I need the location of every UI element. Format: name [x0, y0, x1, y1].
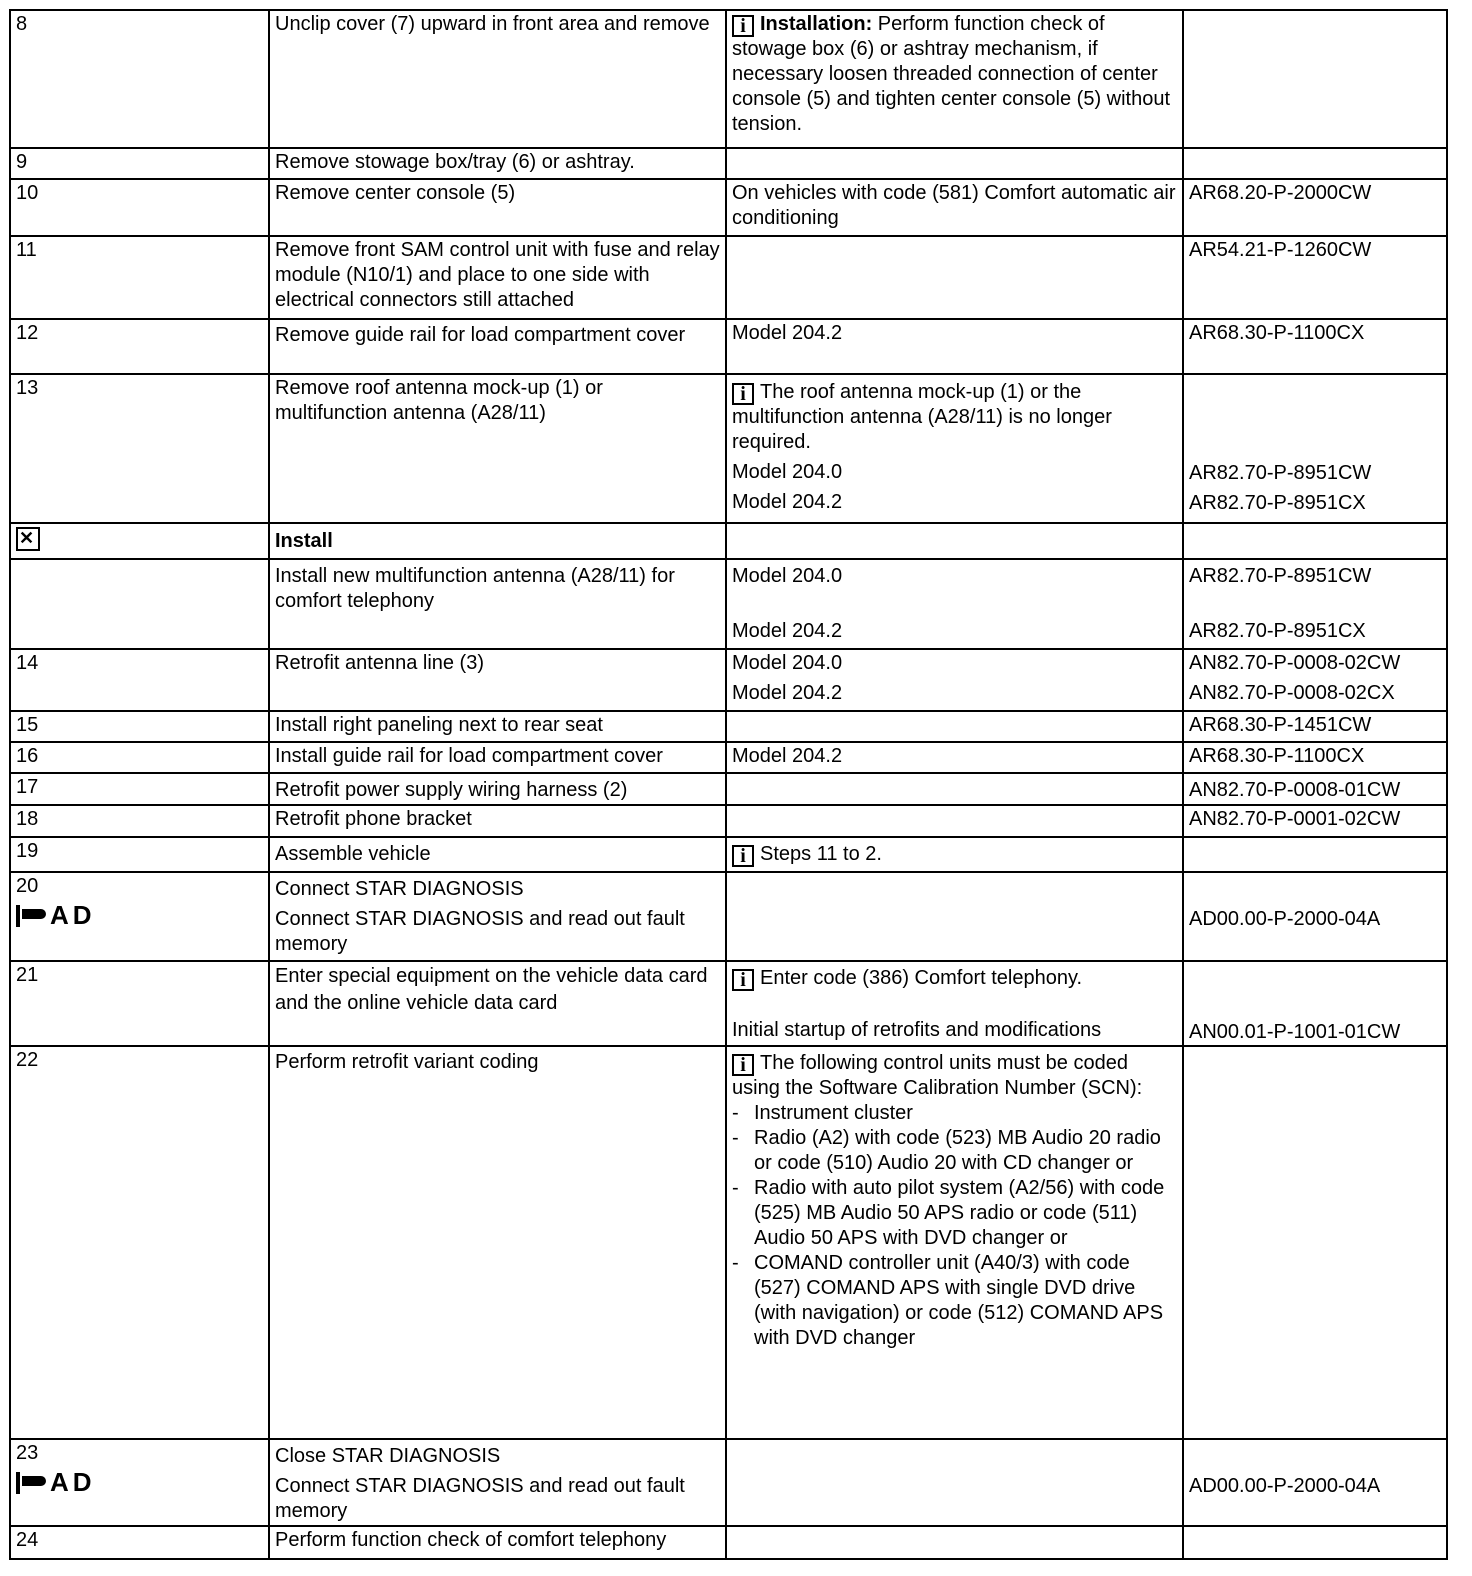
- step-text: Install guide rail for load compartment cover: [269, 742, 726, 773]
- note-text: Enter code (386) Comfort telephony.: [760, 967, 1083, 989]
- note: [726, 1526, 1183, 1559]
- install-icon: [16, 527, 40, 551]
- note: [726, 523, 1183, 559]
- info-icon: i: [732, 15, 754, 37]
- reference: [1183, 10, 1447, 148]
- table-row: [10, 1526, 1447, 1559]
- step-number-text: 23: [16, 1442, 39, 1464]
- table-row: [10, 961, 1447, 1046]
- reference: [1183, 837, 1447, 872]
- note: [726, 236, 1183, 319]
- step-number: [10, 1439, 269, 1526]
- step-text: Install new multifunction antenna (A28/11) for comfort telephony: [269, 559, 726, 649]
- list-item: - COMAND controller unit (A40/3) with code (527) COMAND APS with single DVD drive (with navigation) or code (512) COMAND APS with DVD changer: [732, 1251, 1177, 1351]
- step-number: 21: [10, 961, 269, 1046]
- step-text: Enter special equipment on the vehicle data card and the online vehicle data card: [269, 961, 726, 1046]
- step-number: 13: [10, 374, 269, 523]
- list-item: - Radio (A2) with code (523) MB Audio 20 radio or code (510) Audio 20 with CD changer or: [732, 1126, 1177, 1176]
- note: [726, 559, 1183, 649]
- info-icon: i: [732, 845, 754, 867]
- note-model: Model 204.2: [732, 682, 843, 704]
- note: [726, 773, 1183, 805]
- step-text: [269, 872, 726, 961]
- note-text: Initial startup of retrofits and modifications: [732, 1019, 1102, 1041]
- table-row: [10, 559, 1447, 649]
- reference-link[interactable]: AR82.70-P-8951CW: [1189, 462, 1372, 484]
- reference-link[interactable]: AR54.21-P-1260CW: [1183, 236, 1447, 319]
- note-label: Installation:: [760, 13, 873, 35]
- step-text: Unclip cover (7) upward in front area and remove: [269, 10, 726, 148]
- step-number-text: 20: [16, 875, 39, 897]
- star-diagnosis-badge: [16, 900, 263, 930]
- reference: [1183, 559, 1447, 649]
- step-number: 8: [10, 10, 269, 148]
- reference-link[interactable]: AN82.70-P-0008-02CW: [1189, 652, 1401, 674]
- step-text: Remove front SAM control unit with fuse and relay module (N10/1) and place to one side with electrical connectors still attached: [269, 236, 726, 319]
- step-title: Connect STAR DIAGNOSIS: [275, 878, 524, 900]
- note: [726, 872, 1183, 961]
- table-row: [10, 742, 1447, 773]
- reference-link[interactable]: AR82.70-P-8951CX: [1189, 620, 1366, 642]
- note-model: Model 204.0: [732, 461, 843, 483]
- procedure-table: [9, 9, 1448, 1560]
- step-number: 14: [10, 649, 269, 711]
- reference-link[interactable]: AR82.70-P-8951CW: [1189, 565, 1372, 587]
- step-text: [269, 1439, 726, 1526]
- ad-label: AD: [50, 900, 96, 930]
- reference-link[interactable]: AR68.30-P-1100CX: [1183, 319, 1447, 374]
- table-row: [10, 1046, 1447, 1439]
- note: Model 204.2: [726, 742, 1183, 773]
- step-number: 16: [10, 742, 269, 773]
- note: [726, 1046, 1183, 1439]
- step-text: Perform retrofit variant coding: [269, 1046, 726, 1439]
- step-number: [10, 559, 269, 649]
- table-row: [10, 148, 1447, 179]
- step-number: 24: [10, 1526, 269, 1559]
- note-text: Steps 11 to 2.: [760, 843, 882, 865]
- table-row: [10, 649, 1447, 711]
- step-number: 17: [10, 773, 269, 805]
- table-row: [10, 179, 1447, 236]
- step-text: Retrofit power supply wiring harness (2): [269, 773, 726, 805]
- ad-label: AD: [50, 1467, 96, 1497]
- note: Model 204.2: [726, 319, 1183, 374]
- reference: [1183, 148, 1447, 179]
- step-text: Remove guide rail for load compartment cover: [269, 319, 726, 374]
- note: [726, 805, 1183, 837]
- reference-link[interactable]: AN82.70-P-0008-02CX: [1189, 682, 1395, 704]
- note: [726, 961, 1183, 1046]
- reference: [1183, 1526, 1447, 1559]
- reference-link[interactable]: AR68.30-P-1100CX: [1183, 742, 1447, 773]
- table-row: [10, 319, 1447, 374]
- note: [726, 374, 1183, 523]
- reference: [1183, 523, 1447, 559]
- table-row: [10, 374, 1447, 523]
- step-detail: Connect STAR DIAGNOSIS and read out fault memory: [275, 908, 685, 955]
- info-icon: i: [732, 969, 754, 991]
- pointing-hand-icon: [16, 1472, 46, 1494]
- note: [726, 649, 1183, 711]
- note-model: Model 204.0: [732, 565, 843, 587]
- note-text: Perform function check of stowage box (6) or ashtray mechanism, if necessary loosen threaded connection of center console (5) and tighten center console (5) without tension.: [732, 13, 1171, 135]
- info-icon: i: [732, 383, 754, 405]
- step-text: Retrofit phone bracket: [269, 805, 726, 837]
- table-row: [10, 1439, 1447, 1526]
- table-row-section-install: [10, 523, 1447, 559]
- star-diagnosis-badge: [16, 1467, 263, 1497]
- table-row: [10, 10, 1447, 148]
- step-number: [10, 872, 269, 961]
- reference-link[interactable]: AN82.70-P-0008-01CW: [1183, 773, 1447, 805]
- step-title: Close STAR DIAGNOSIS: [275, 1445, 501, 1467]
- table-row: [10, 236, 1447, 319]
- reference: [1183, 374, 1447, 523]
- table-row: [10, 711, 1447, 742]
- pointing-hand-icon: [16, 905, 46, 927]
- step-text: Install right paneling next to rear seat: [269, 711, 726, 742]
- step-number: [10, 523, 269, 559]
- table-row: [10, 872, 1447, 961]
- reference-link[interactable]: AD00.00-P-2000-04A: [1183, 1439, 1447, 1526]
- reference-link[interactable]: AR68.20-P-2000CW: [1183, 179, 1447, 236]
- step-number: 9: [10, 148, 269, 179]
- step-detail: Connect STAR DIAGNOSIS and read out fault memory: [275, 1475, 685, 1522]
- step-number: 22: [10, 1046, 269, 1439]
- table-row: [10, 805, 1447, 837]
- note: [726, 148, 1183, 179]
- step-number: 18: [10, 805, 269, 837]
- list-item: - Instrument cluster: [732, 1101, 1177, 1126]
- control-unit-list: [732, 1101, 1177, 1351]
- reference-link[interactable]: AN82.70-P-0001-02CW: [1183, 805, 1447, 837]
- reference-link[interactable]: AR68.30-P-1451CW: [1183, 711, 1447, 742]
- step-number: 11: [10, 236, 269, 319]
- table-row: [10, 773, 1447, 805]
- step-text: Retrofit antenna line (3): [269, 649, 726, 711]
- note: [726, 711, 1183, 742]
- reference: [1183, 649, 1447, 711]
- note-text: The following control units must be coded using the Software Calibration Number (SCN):: [732, 1052, 1143, 1099]
- reference-link[interactable]: AN00.01-P-1001-01CW: [1183, 961, 1447, 1046]
- step-number: 10: [10, 179, 269, 236]
- note-model: Model 204.2: [732, 491, 843, 513]
- reference: [1183, 1046, 1447, 1439]
- note: [726, 10, 1183, 148]
- table-row: [10, 837, 1447, 872]
- step-text: Assemble vehicle: [269, 837, 726, 872]
- step-text: Perform function check of comfort telephony: [269, 1526, 726, 1559]
- note: [726, 1439, 1183, 1526]
- step-text: Remove stowage box/tray (6) or ashtray.: [269, 148, 726, 179]
- reference-link[interactable]: AR82.70-P-8951CX: [1189, 492, 1366, 514]
- step-text: Remove center console (5): [269, 179, 726, 236]
- note-model: Model 204.2: [732, 620, 843, 642]
- note: [726, 837, 1183, 872]
- step-text: Remove roof antenna mock-up (1) or multifunction antenna (A28/11): [269, 374, 726, 523]
- note-text: The roof antenna mock-up (1) or the multifunction antenna (A28/11) is no longer required.: [732, 381, 1112, 453]
- section-heading: Install: [269, 523, 726, 559]
- reference-link[interactable]: AD00.00-P-2000-04A: [1183, 872, 1447, 961]
- step-number: 12: [10, 319, 269, 374]
- note-model: Model 204.0: [732, 652, 843, 674]
- step-number: 15: [10, 711, 269, 742]
- list-item: - Radio with auto pilot system (A2/56) with code (525) MB Audio 50 APS radio or code (511) Audio 50 APS with DVD changer or: [732, 1176, 1177, 1251]
- step-number: 19: [10, 837, 269, 872]
- info-icon: i: [732, 1054, 754, 1076]
- note: On vehicles with code (581) Comfort automatic air conditioning: [726, 179, 1183, 236]
